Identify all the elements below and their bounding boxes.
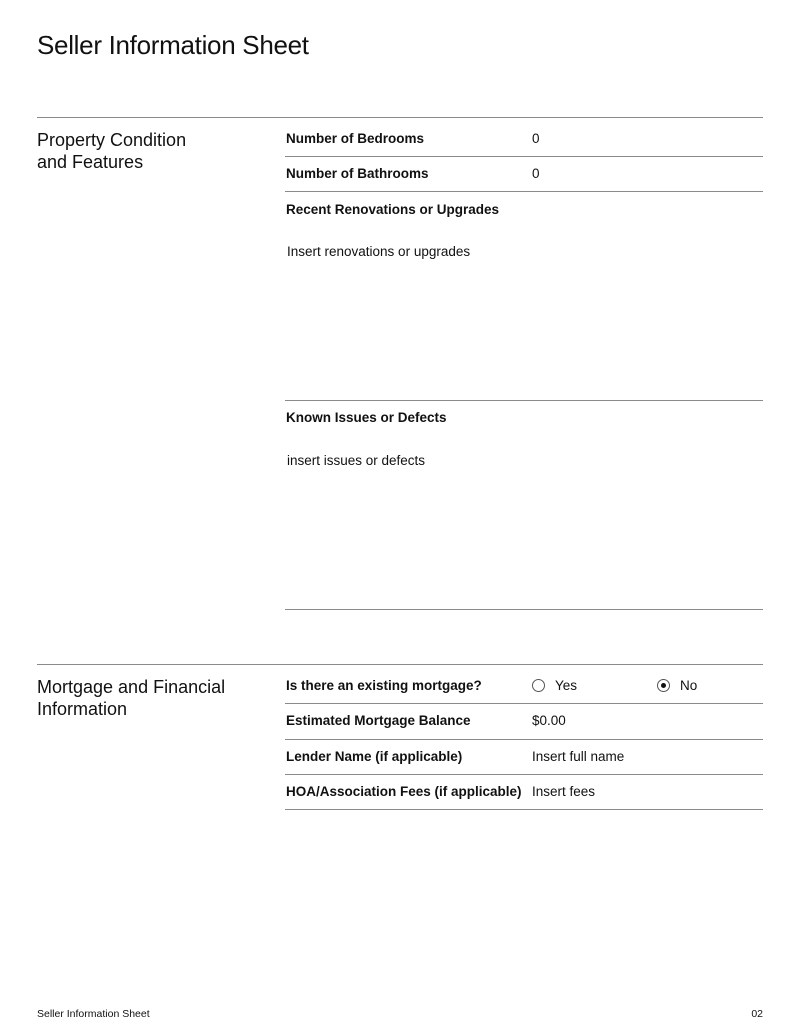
radio-unchecked-icon (532, 679, 545, 692)
footer-title: Seller Information Sheet (37, 1008, 150, 1020)
existing-mortgage-label: Is there an existing mortgage? (286, 678, 482, 693)
issues-label: Known Issues or Defects (286, 410, 447, 425)
bedrooms-label: Number of Bedrooms (286, 131, 425, 146)
balance-label: Estimated Mortgage Balance (286, 713, 471, 728)
page-title: Seller Information Sheet (37, 30, 309, 60)
page-number: 02 (751, 1008, 763, 1020)
divider (285, 191, 763, 192)
hoa-field[interactable]: Insert fees (532, 784, 596, 799)
radio-yes-label: Yes (555, 678, 578, 693)
radio-yes[interactable] (532, 678, 577, 693)
divider (285, 400, 763, 401)
lender-field[interactable]: Insert full name (532, 749, 625, 764)
section-heading-property: Property Condition and Features (37, 130, 187, 172)
renovations-field[interactable]: Insert renovations or upgrades (287, 244, 471, 259)
radio-no[interactable] (657, 678, 697, 693)
issues-field[interactable]: insert issues or defects (287, 453, 426, 468)
hoa-label: HOA/Association Fees (if applicable) (286, 784, 522, 799)
divider (285, 739, 763, 740)
bathrooms-field[interactable]: 0 (532, 166, 540, 181)
balance-field[interactable]: $0.00 (532, 713, 566, 728)
divider (285, 703, 763, 704)
divider (285, 774, 763, 775)
divider (285, 609, 763, 610)
divider (285, 156, 763, 157)
lender-label: Lender Name (if applicable) (286, 749, 463, 764)
divider (37, 117, 763, 118)
bedrooms-field[interactable]: 0 (532, 131, 540, 146)
radio-checked-icon (657, 679, 670, 692)
section-heading-mortgage: Mortgage and Financial Information (37, 677, 226, 719)
bathrooms-label: Number of Bathrooms (286, 166, 429, 181)
divider (285, 809, 763, 810)
radio-no-label: No (680, 678, 698, 693)
renovations-label: Recent Renovations or Upgrades (286, 202, 500, 217)
divider (37, 664, 763, 665)
